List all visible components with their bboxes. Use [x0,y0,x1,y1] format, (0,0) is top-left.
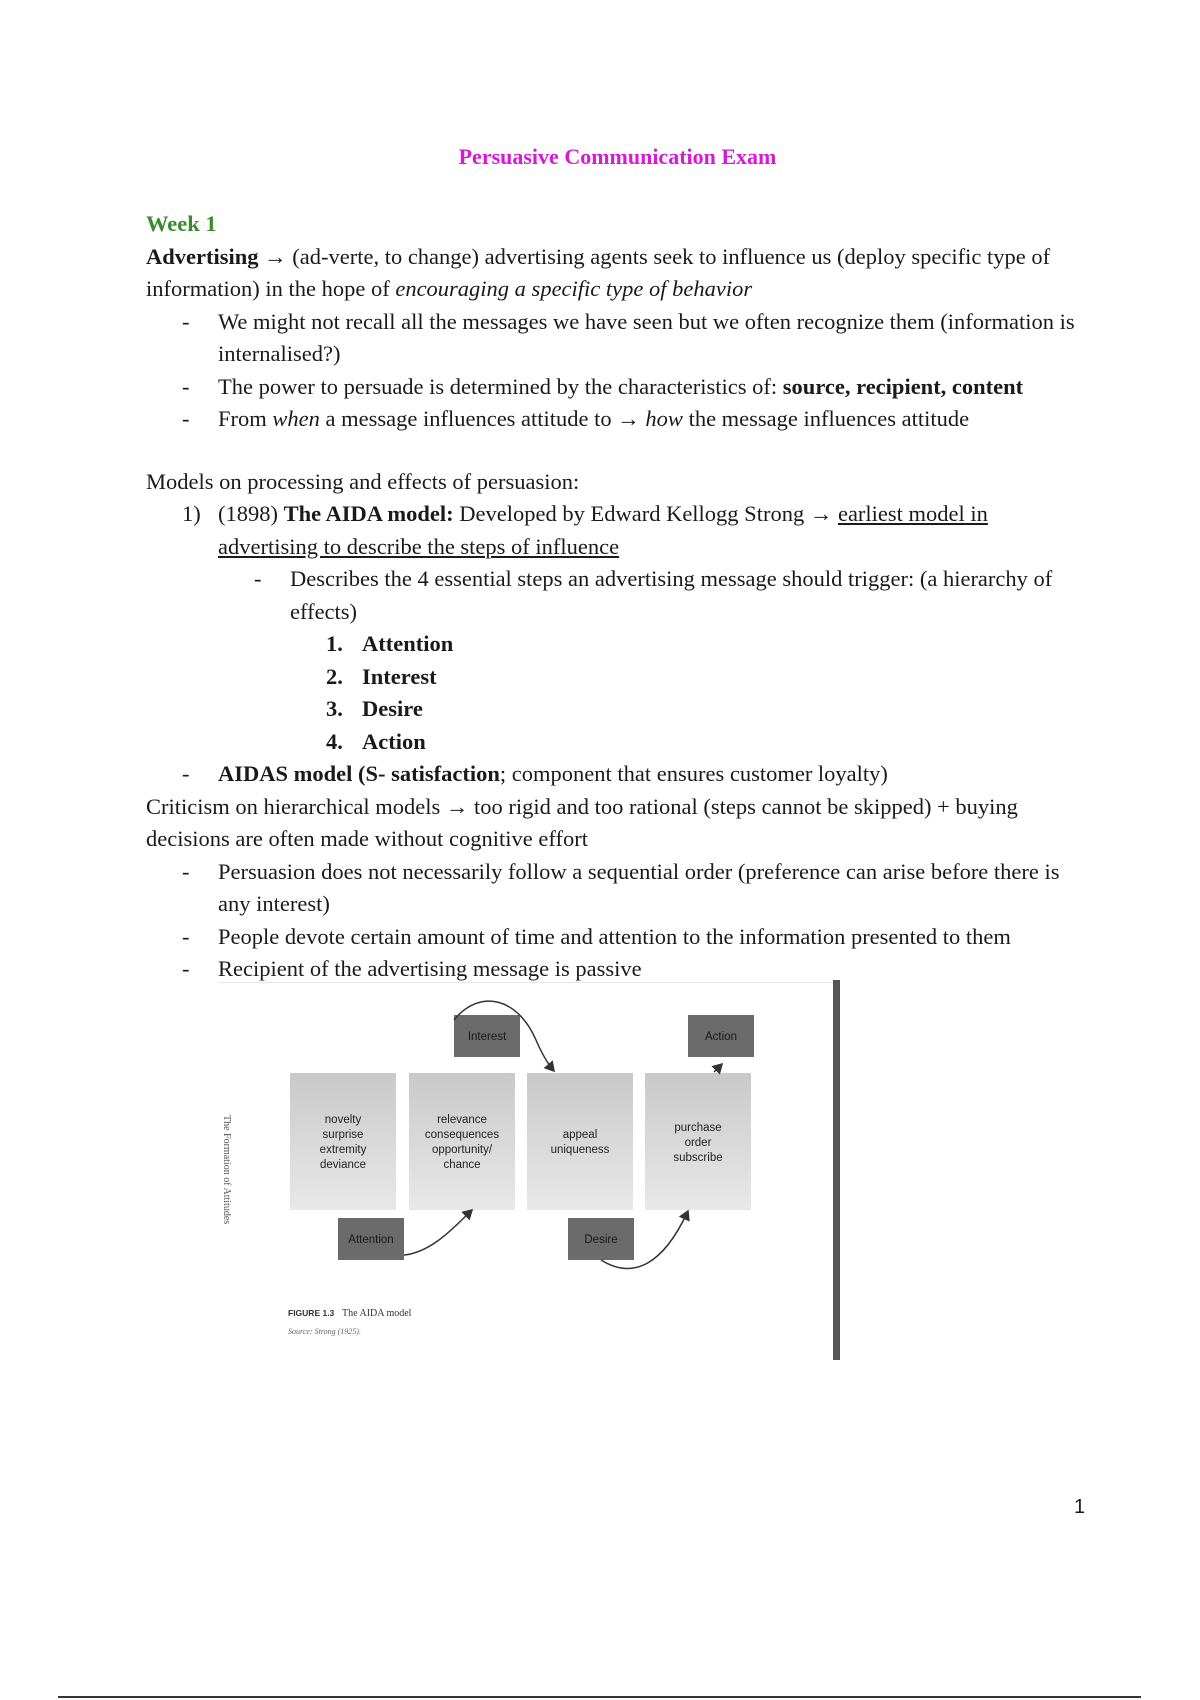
step-label: Desire [362,696,423,721]
box-4-line-1: purchase [674,1122,722,1134]
bullet-italic-when: when [272,406,320,431]
aida-step-interest [146,661,1086,694]
intro-bullets [146,306,1086,436]
figure-caption-label: FIGURE 1.3 [288,1308,335,1318]
figure-side-text: The Formation of Attitudes [221,1115,232,1225]
box-1-line-4: deviance [319,1159,367,1171]
item-arrow: → [809,501,833,526]
footer-rule [58,1696,1141,1698]
box-3-line-2: uniqueness [550,1144,610,1156]
figure-box-1 [290,1073,396,1210]
spacer [146,436,1086,466]
box-2-line-3: opportunity/ [431,1144,493,1156]
box-2-line-2: consequences [424,1129,500,1141]
step-number: 1. [326,631,343,656]
models-heading: Models on processing and effects of persuasion: [146,468,580,494]
aida-step-attention [146,628,1086,661]
intro-term: Advertising [146,243,259,269]
arrow-purchase-to-action [714,1064,722,1072]
tag-attention-label: Attention [348,1234,394,1246]
criticism-bullets [146,856,1086,986]
step-number: 2. [326,663,343,689]
tag-interest-label: Interest [467,1031,507,1043]
list-item [146,563,1086,628]
box-4-line-2: order [684,1137,712,1149]
item-bold: The AIDA model: [283,501,454,526]
bullet-text: From [218,406,273,431]
bullet-bold: source, recipient, content [782,373,1024,399]
item-text: Developed by Edward Kellogg Strong [453,501,810,526]
bullet-arrow: → [617,406,640,431]
list-item [146,403,1086,436]
figure-source: Source: Strong (1925). [288,1327,361,1336]
box-2-line-1: relevance [437,1114,487,1126]
item-year: (1898) [218,501,284,526]
intro-arrow: → [264,243,287,269]
criticism-paragraph: Criticism on hierarchical models → too rigid and too rational (steps cannot be skipped) + buying decisions are often made without cognitive effort [146,793,1018,851]
box-4-line-3: subscribe [673,1152,723,1164]
bullet-text: We might not recall all the messages we have seen but we often recognize them (information is internalised?) [218,308,1075,366]
list-item [146,921,1086,954]
tag-action-label: Action [705,1031,737,1043]
figure-box-3 [527,1073,633,1210]
figure-caption-text: The AIDA model [342,1308,412,1319]
step-label: Action [362,728,426,754]
bullet-italic-how: how [645,406,683,431]
models-list [146,498,1086,563]
intro-paragraph [146,241,1086,306]
bullet-text: People devote certain amount of time and attention to the information presented to them [218,923,1011,949]
aida-steps [146,628,1086,758]
page-title: Persuasive Communication Exam [458,144,777,169]
box-1-line-3: extremity [319,1144,367,1156]
item-number: 1) [182,501,201,526]
week-heading: Week 1 [146,211,217,236]
bullet-text: The power to persuade is determined by the characteristics of: [218,373,783,399]
list-item [146,306,1086,371]
list-item [146,371,1086,404]
list-item [146,758,1086,791]
intro-italic: encouraging a specific type of behavior [395,276,753,301]
aida-figure [218,980,843,1360]
step-label: Attention [362,631,454,656]
bullet-text: Describes the 4 essential steps an advertising message should trigger: (a hierarchy of effects) [290,566,1053,624]
aida-step-desire [146,693,1086,726]
intro-text: (ad-verte, to change) advertising agents seek to influence us (deploy specific type of information) in the hope of [146,243,1051,301]
box-3-line-1: appeal [562,1129,598,1141]
aidas-bold: AIDAS model (S- satisfaction [218,761,500,786]
page-number: 1 [1074,1496,1086,1518]
box-2-line-4: chance [443,1159,481,1171]
bullet-text: a message influences attitude to [319,406,618,431]
step-number: 4. [326,728,343,754]
tag-desire-label: Desire [584,1234,618,1246]
step-number: 3. [326,696,343,721]
box-1-line-2: surprise [322,1129,364,1141]
step-label: Interest [362,663,437,689]
list-item [146,498,1086,563]
list-item [146,856,1086,921]
box-1-line-1: novelty [324,1114,362,1126]
bullet-text: Recipient of the advertising message is passive [218,956,642,981]
document-body [146,208,1086,986]
aidas-text: ; component that ensures customer loyalty) [499,761,888,786]
aida-step-action [146,726,1086,759]
aidas-bullets [146,758,1086,791]
arrow-attention-to-relevance [404,1210,472,1255]
item-underline: earliest model in advertising to describe the steps of influence [218,501,988,559]
bullet-text: the message influences attitude [682,406,970,431]
figure-box-2 [409,1073,515,1210]
bullet-text: Persuasion does not necessarily follow a sequential order (preference can arise before there is any interest) [218,858,1060,916]
aida-sub-bullets [146,563,1086,628]
